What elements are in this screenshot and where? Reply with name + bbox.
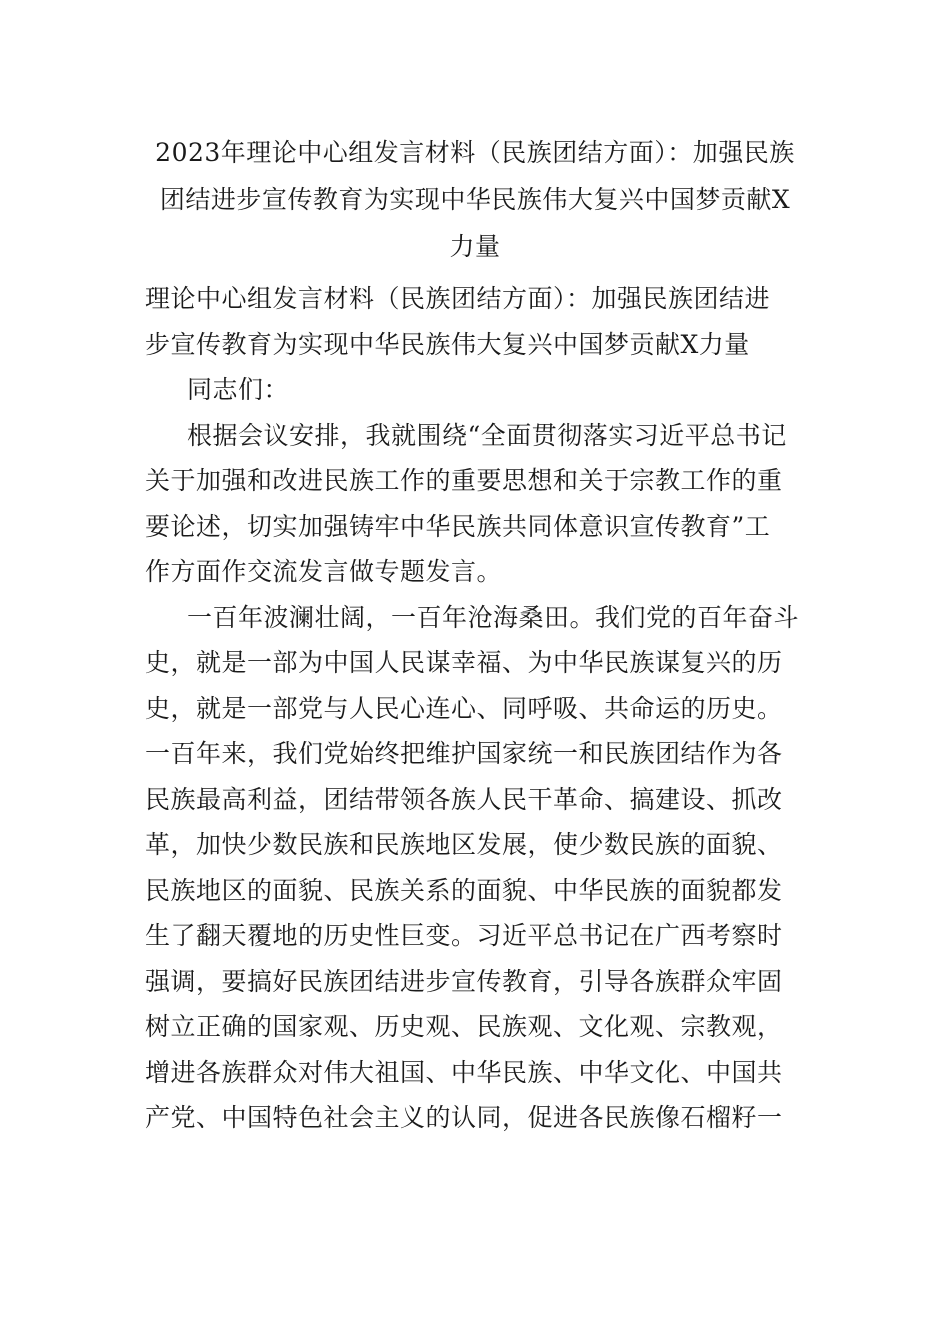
paragraph-line: 产党、中国特色社会主义的认同，促进各民族像石榴籽一 <box>145 1103 783 1132</box>
title-line: 力量 <box>449 232 501 261</box>
paragraph-line: 史，就是一部党与人民心连心、同呼吸、共命运的历史。 <box>145 693 783 723</box>
paragraph-line: 增进各族群众对伟大祖国、中华民族、中华文化、中国共 <box>145 1057 783 1087</box>
paragraph-line: 史，就是一部为中国人民谋幸福、为中华民族谋复兴的历 <box>145 648 783 677</box>
title-line: 2023年理论中心组发言材料（民族团结方面）：加强民族 <box>155 138 795 167</box>
subtitle-line: 步宣传教育为实现中华民族伟大复兴中国梦贡献X力量 <box>145 329 750 359</box>
paragraph-line: 民族最高利益，团结带领各族人民干革命、搞建设、抓改 <box>145 784 783 814</box>
paragraph-line: 革，加快少数民族和民族地区发展，使少数民族的面貌、 <box>145 830 783 859</box>
paragraph-line: 要论述，切实加强铸牢中华民族共同体意识宣传教育”工 <box>145 511 771 541</box>
paragraph-line: 民族地区的面貌、民族关系的面貌、中华民族的面貌都发 <box>145 875 783 905</box>
paragraph-line: 关于加强和改进民族工作的重要思想和关于宗教工作的重 <box>145 466 783 495</box>
subtitle-line: 理论中心组发言材料（民族团结方面）：加强民族团结进 <box>145 284 771 313</box>
paragraph-line: 一百年波澜壮阔，一百年沧海桑田。我们党的百年奋斗 <box>187 602 800 632</box>
document-title <box>120 129 830 270</box>
paragraph-line: 强调，要搞好民族团结进步宣传教育，引导各族群众牢固 <box>145 966 783 996</box>
paragraph-line: 树立正确的国家观、历史观、民族观、文化观、宗教观， <box>145 1012 783 1041</box>
paragraph-line: 生了翻天覆地的历史性巨变。习近平总书记在广西考察时 <box>145 921 783 950</box>
document-body <box>145 276 807 1141</box>
paragraph-line: 一百年来，我们党始终把维护国家统一和民族团结作为各 <box>145 739 783 768</box>
paragraph-line: 根据会议安排，我就围绕“全面贯彻落实习近平总书记 <box>187 420 787 450</box>
greeting: 同志们： <box>187 375 290 404</box>
title-line: 团结进步宣传教育为实现中华民族伟大复兴中国梦贡献X <box>159 185 791 214</box>
paragraph-line: 作方面作交流发言做专题发言。 <box>145 557 503 586</box>
